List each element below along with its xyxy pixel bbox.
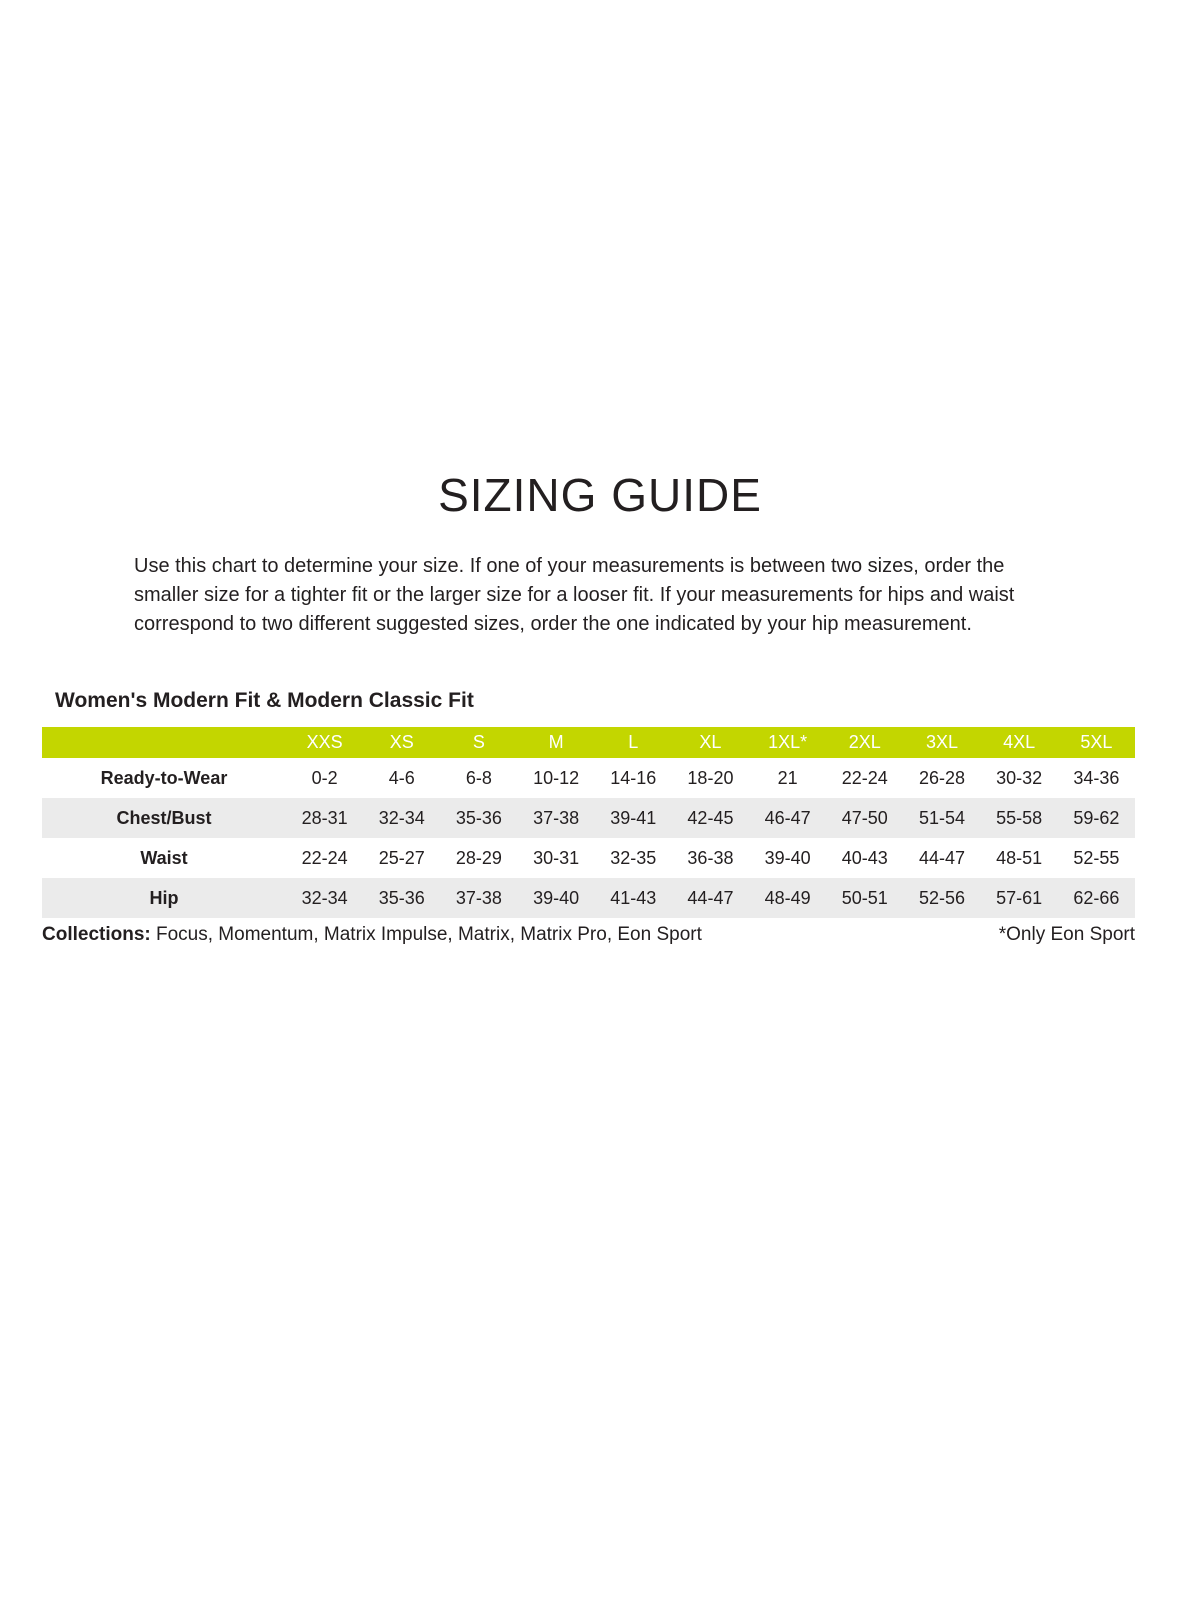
size-value-cell: 32-34: [301, 887, 348, 908]
size-value-cell: 22-24: [841, 767, 888, 788]
size-value-cell: 28-29: [455, 847, 502, 868]
size-column-header: XS: [363, 727, 440, 758]
size-value-cell: 44-47: [918, 847, 965, 868]
size-column-header: 2XL: [826, 727, 903, 758]
size-value-cell: 35-36: [378, 887, 425, 908]
size-value-cell: 51-54: [918, 807, 965, 828]
size-column-header: 1XL*: [749, 727, 826, 758]
size-value-cell: 10-12: [533, 767, 580, 788]
footnote-only-eon-sport: *Only Eon Sport: [998, 924, 1135, 945]
size-table-body: [42, 758, 1135, 918]
size-column-header: L: [595, 727, 672, 758]
size-value-cell: 14-16: [610, 767, 657, 788]
size-value-cell: 34-36: [1073, 767, 1120, 788]
size-value-cell: 59-62: [1073, 807, 1120, 828]
size-value-cell: 35-36: [455, 807, 502, 828]
table-row: [42, 878, 1135, 918]
size-value-cell: 32-34: [378, 807, 425, 828]
size-value-cell: 37-38: [533, 807, 580, 828]
size-value-cell: 48-51: [996, 847, 1043, 868]
size-value-cell: 48-49: [764, 887, 811, 908]
size-value-cell: 57-61: [996, 887, 1043, 908]
collections-text: [42, 924, 702, 946]
row-label: Waist: [140, 847, 188, 868]
size-value-cell: 39-40: [533, 887, 580, 908]
table-row: [42, 798, 1135, 838]
size-value-cell: 39-40: [764, 847, 811, 868]
size-value-cell: 52-56: [918, 887, 965, 908]
size-value-cell: 37-38: [455, 887, 502, 908]
size-value-cell: 47-50: [841, 807, 888, 828]
size-table: [42, 727, 1135, 918]
row-label: Chest/Bust: [116, 807, 212, 828]
size-value-cell: 52-55: [1073, 847, 1120, 868]
size-value-cell: 26-28: [918, 767, 965, 788]
size-value-cell: 6-8: [465, 767, 492, 788]
collections-label: Collections:: [42, 924, 151, 945]
size-value-cell: 36-38: [687, 847, 734, 868]
table-row: [42, 758, 1135, 798]
size-value-cell: 21: [777, 767, 798, 788]
row-label: Hip: [149, 887, 179, 908]
size-value-cell: 41-43: [610, 887, 657, 908]
size-value-cell: 40-43: [841, 847, 888, 868]
section-heading: Women's Modern Fit & Modern Classic Fit: [55, 689, 474, 712]
size-table-corner-cell: [42, 727, 286, 758]
size-value-cell: 30-32: [996, 767, 1043, 788]
row-label: Ready-to-Wear: [100, 767, 228, 788]
size-column-header: XL: [672, 727, 749, 758]
intro-paragraph: Use this chart to determine your size. If one of your measurements is between two sizes, order the smaller size for a tighter fit or the larger size for a looser fit. If your measurements for hips and waist correspond to two different suggested sizes, order the one indicated by your hip measurement.: [134, 555, 1015, 635]
page-title: SIZING GUIDE: [438, 469, 762, 521]
size-column-header: M: [518, 727, 595, 758]
collections-list: Focus, Momentum, Matrix Impulse, Matrix, Matrix Pro, Eon Sport: [150, 924, 702, 945]
size-table-wrap: [42, 727, 1135, 918]
footer-line: [42, 924, 1135, 946]
size-column-header: 5XL: [1058, 727, 1135, 758]
size-value-cell: 44-47: [687, 887, 734, 908]
size-column-header: S: [440, 727, 517, 758]
size-value-cell: 55-58: [996, 807, 1043, 828]
size-value-cell: 50-51: [841, 887, 888, 908]
size-table-head: [42, 727, 1135, 758]
size-column-header: 3XL: [903, 727, 980, 758]
size-value-cell: 62-66: [1073, 887, 1120, 908]
size-value-cell: 28-31: [301, 807, 348, 828]
table-row: [42, 838, 1135, 878]
size-value-cell: 25-27: [378, 847, 425, 868]
size-value-cell: 46-47: [764, 807, 811, 828]
size-column-header: XXS: [286, 727, 363, 758]
size-value-cell: 30-31: [533, 847, 580, 868]
size-value-cell: 42-45: [687, 807, 734, 828]
size-value-cell: 4-6: [388, 767, 415, 788]
size-value-cell: 18-20: [687, 767, 734, 788]
size-value-cell: 32-35: [610, 847, 657, 868]
size-value-cell: 39-41: [610, 807, 657, 828]
size-value-cell: 22-24: [301, 847, 348, 868]
size-table-header-row: [42, 727, 1135, 758]
size-column-header: 4XL: [981, 727, 1058, 758]
size-value-cell: 0-2: [311, 767, 338, 788]
